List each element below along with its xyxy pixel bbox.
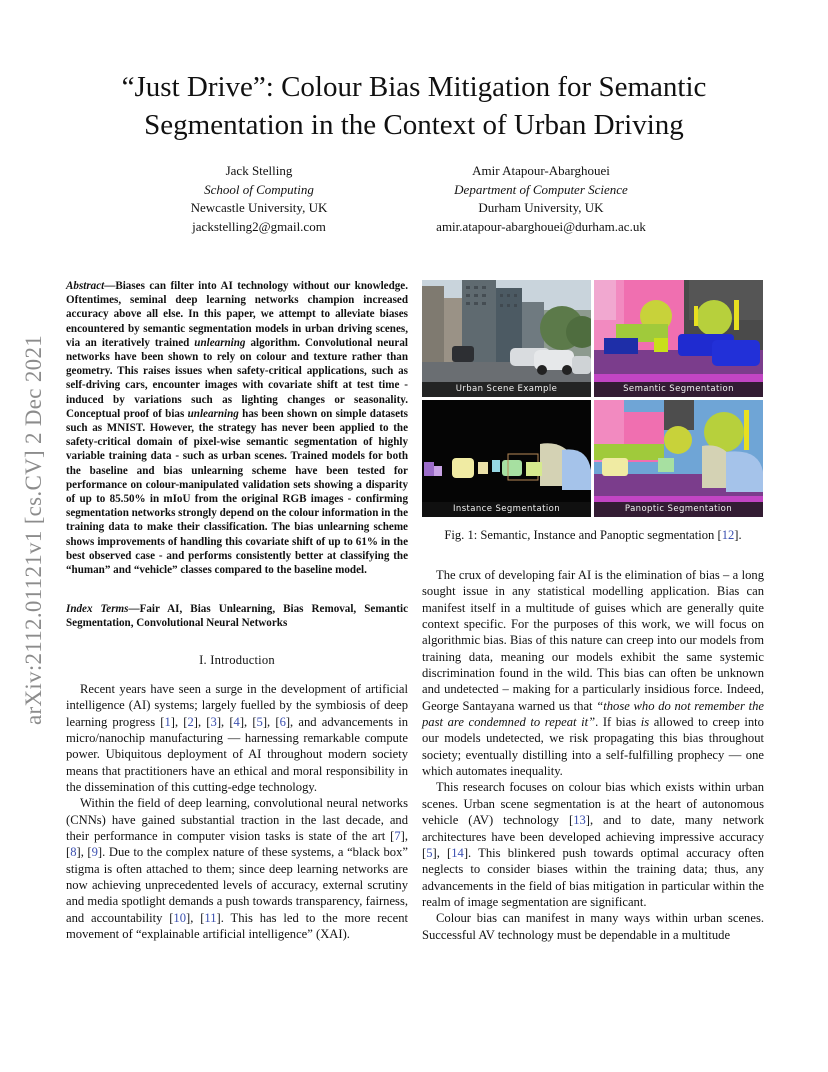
citation-link[interactable]: 5 [426,845,433,860]
caption-text: ]. [734,528,742,542]
abstract-label: Abstract [66,280,105,292]
paragraph-text: ]. This blinkered push towards optimal accuracy often neglects to consider biases within the training data; thus, any advancements in the field of bias mitigation in particular within the realm of image segmentation are significant. [422,845,764,909]
citation-link[interactable]: 5 [256,714,263,729]
paragraph-text: ], [ [432,845,452,860]
author-affiliation: Newcastle University, UK [190,200,328,215]
body-paragraph [422,567,764,779]
abstract-emphasis: unlearning [194,336,246,349]
citation-link[interactable]: 4 [233,714,240,729]
citation-link[interactable]: 9 [91,845,98,860]
abstract-text: has been shown on simple datasets such as MNIST. However, the strategy has never been applied to the safety-critical domain of pixel-wise semantic segmentation of highly variable training data - such as urban scenes. Trained models for both the baseline and bias unlearning scheme have been tested for performance on colour-manipulated validation sets showing a disparity of up to 85.50% in mIoU from the original RGB images - confirming segmentation networks strongly depend on the colour information in the training data to make their classification. The bias unlearning scheme shows improvements of handling this covariate shift of up to 61% in the best observed case - and performs consistently better at classifying the “human” and “vehicle” classes compared to the baseline model. [66,407,408,577]
paragraph-text: Recent years have seen a surge in the development of artificial intelligence (AI) systems; largely fuelled by the symbiosis of deep learning progress [ [66,682,408,729]
paragraph-text: ], [ [170,714,188,729]
author-name: Amir Atapour-Abarghouei [472,163,610,178]
author-email: amir.atapour-abarghouei@durham.ac.uk [436,218,646,234]
paragraph-text: ], [ [76,845,92,860]
citation-link[interactable]: 3 [210,714,217,729]
panoptic-segmentation-image [594,400,763,517]
body-paragraph [422,779,764,910]
paragraph-text: ], and to date, many network architectures have been developed achieving impressive accuracy [ [422,813,764,860]
body-paragraph [66,681,408,795]
index-terms-text: —Fair AI, Bias Unlearning, Bias Removal, Semantic Segmentation, Convolutional Neural Networks [66,603,408,630]
abstract-emphasis: unlearning [187,407,239,420]
figure-caption [422,528,764,543]
paragraph-text: allowed to creep into our models undetected, we risk propagating this bias throughout society; eventually distilling into a self-fulfilling prophecy — one which automates inequality. [422,715,764,779]
index-terms [66,602,408,630]
paragraph-text: ], [ [262,714,280,729]
abstract-text: algorithm. Convolutional neural networks have been shown to rely on colour and texture rather than geometry. This raises issues when safety-critical applications, such as self-driving cars, encounter images with covariate shift at test time - induced by variations such as lighting changes or seasonality. Conceptual proof of bias [66,336,408,420]
instance-segmentation-panel [422,400,591,517]
title-line-1: “Just Drive”: Colour Bias Mitigation for Semantic [121,71,707,103]
index-terms-label: Index Terms [66,603,129,615]
panel-label: Semantic Segmentation [594,382,763,397]
citation-link[interactable]: 11 [204,910,217,925]
citation-link[interactable]: 12 [721,528,735,542]
paragraph-text: ], [ [239,714,257,729]
citation-link[interactable]: 8 [70,845,77,860]
citation-link[interactable]: 10 [173,910,187,925]
semantic-segmentation-panel [594,280,763,397]
paragraph-text: The crux of developing fair AI is the elimination of bias – a long sought issue in any statistical modelling application. Bias can manifest itself in a multitude of guises which are generally quite context specific. For the purposes of this work, we will focus on algorithmic bias. Bias of this nature can creep into our models from training data, meaning our models exhibit the same systemic discrimination found in the wild. This bias can often be unknown and undetected – making for a particularly insidious force. Indeed, George Santayana warned us that [422,568,764,713]
urban-scene-panel [422,280,591,397]
citation-link[interactable]: 7 [394,829,401,844]
author-department: School of Computing [204,181,314,197]
right-column-body [422,567,764,943]
author-name: Jack Stelling [225,163,293,178]
abstract-text: —Biases can filter into AI technology without our knowledge. Oftentimes, seminal deep learning networks champion increased accuracy above all else. In this paper, we attempt to alleviate biases encountered by semantic segmentation models in urban driving scenes, via an iteratively trained [66,280,408,349]
italic-text: is [640,715,650,730]
panel-label: Urban Scene Example [422,382,591,397]
section-heading: I. Introduction [199,653,275,667]
left-column-body [66,681,408,943]
author-department: Department of Computer Science [454,181,628,197]
figure-1 [422,280,764,518]
body-paragraph [422,910,764,943]
paragraph-text: ], [ [216,714,234,729]
paragraph-text: Colour bias can manifest in many ways within urban scenes. Successful AV technology must be dependable in a multitude [422,911,764,942]
citation-link[interactable]: 13 [573,813,586,828]
paper-title [40,68,788,144]
panel-label: Panoptic Segmentation [594,502,763,517]
italic-text: “those who do not remember the past are condemned to repeat it” [422,698,764,730]
body-paragraph [66,795,408,942]
urban-scene-image [422,280,591,397]
author-block-2 [406,162,676,236]
paragraph-text: ], [ [193,714,211,729]
citation-link[interactable]: 14 [451,845,464,860]
abstract [66,279,408,577]
arxiv-stamp-text: arXiv:2112.01121v1 [cs.CV] 2 Dec 2021 [21,334,46,726]
citation-link[interactable]: 6 [279,714,286,729]
author-affiliation: Durham University, UK [478,200,604,215]
arxiv-stamp [4,300,64,760]
caption-text: Fig. 1: Semantic, Instance and Panoptic segmentation [ [444,528,722,542]
author-email: jackstelling2@gmail.com [192,218,326,234]
paragraph-text: . If bias [595,715,641,730]
panel-label: Instance Segmentation [422,502,591,517]
paragraph-text: ], [ [66,829,408,860]
paragraph-text: ], [ [186,910,205,925]
semantic-segmentation-image [594,280,763,397]
title-line-2: Segmentation in the Context of Urban Driving [144,109,684,141]
citation-link[interactable]: 1 [164,714,171,729]
author-block-1 [124,162,394,236]
panoptic-segmentation-panel [594,400,763,517]
paragraph-text: ], and advancements in micro/nanochip manufacturing — harnessing remarkable compute power. Ubiquitous deployment of AI throughout modern society means that practitioners have an ethical and moral responsibility in the dissemination of this cutting-edge technology. [66,714,409,795]
paragraph-text: This research focuses on colour bias which exists within urban scenes. Urban scene segmentation is at the heart of autonomous vehicle (AV) technology [ [422,780,764,828]
instance-segmentation-image [422,400,591,517]
citation-link[interactable]: 2 [187,714,194,729]
paragraph-text: ]. Due to the complex nature of these systems, a “black box” stigma is often attached to them; since deep learning networks are now achieving unprecedented levels of accuracy, external scrutiny and media spotlight demands a push towards transparency, fairness, and accountability [ [66,845,408,925]
paragraph-text: ]. This has led to the more recent movement of “explainable artificial intelligence” (XAI). [66,910,408,942]
paragraph-text: Within the field of deep learning, convolutional neural networks (CNNs) have gained substantial traction in the last decade, and their performance in computer vision tasks is state of the art [ [66,796,408,844]
